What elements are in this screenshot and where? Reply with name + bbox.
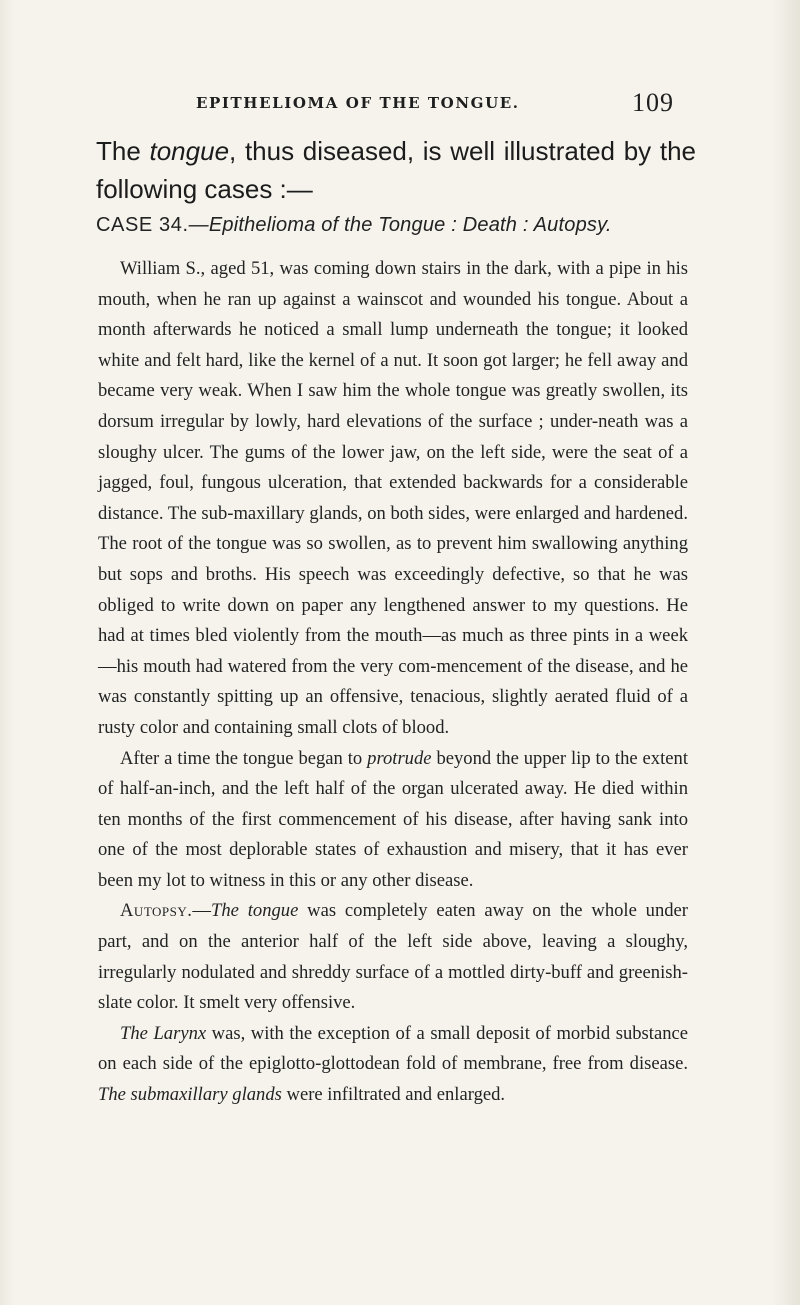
- case-heading: [96, 211, 716, 239]
- autopsy-label: Autopsy.: [120, 900, 193, 922]
- page-number: 109: [632, 88, 674, 117]
- case-title: —Epithelioma of the Tongue : Death : Autopsy.: [188, 214, 612, 236]
- glands-italic: The submaxillary glands: [98, 1084, 282, 1106]
- progression-before: After a time the tongue began to: [120, 747, 368, 769]
- intro-paragraph: [96, 132, 696, 208]
- autopsy-dash: —: [192, 900, 212, 922]
- intro-prefix: The: [96, 136, 150, 166]
- paragraph-progression: [98, 744, 688, 897]
- intro-italic-tongue: tongue: [149, 136, 230, 166]
- larynx-italic: The Larynx: [120, 1022, 207, 1044]
- case-body: [98, 254, 688, 1111]
- paragraph-autopsy: [98, 896, 688, 1018]
- larynx-mid: was, with the exception of a small deposit of morbid substance on each side of the epiglotto-glottodean fold of membrane, free from disease.: [98, 1022, 688, 1075]
- intro-suffix: , thus diseased, is well illustrated by the following cases :—: [96, 136, 696, 204]
- case-label: CASE 34.: [96, 214, 189, 236]
- paragraph-larynx: [98, 1019, 688, 1111]
- autopsy-italic: The tongue: [211, 900, 299, 922]
- autopsy-after: was completely eaten away on the whole under part, and on the anterior half of the left side above, leaving a sloughy, irregularly nodulated and shreddy surface of a mottled dirty-buff and greenish-slate color. It smelt very offensive.: [98, 900, 688, 1014]
- running-head: EPITHELIOMA OF THE TONGUE.: [196, 94, 520, 112]
- progression-after: beyond the upper lip to the extent of half-an-inch, and the left half of the organ ulcerated away. He died within ten months of the first commencement of his disease, after having sank into one of the most deplorable states of exhaustion and misery, that it has ever been my lot to witness in this or any other disease.: [98, 747, 688, 891]
- larynx-after: were infiltrated and enlarged.: [281, 1084, 506, 1106]
- progression-italic: protrude: [367, 747, 432, 769]
- page-header: [196, 88, 696, 120]
- paragraph-history: William S., aged 51, was coming down stairs in the dark, with a pipe in his mouth, when he ran up against a wainscot and wounded his tongue. About a month afterwards he noticed a small lump underneath the tongue; it looked white and felt hard, like the kernel of a nut. It soon got larger; he fell away and became very weak. When I saw him the whole tongue was greatly swollen, its dorsum irregular by lowly, hard elevations of the surface ; under-neath was a sloughy ulcer. The gums of the lower jaw, on the left side, were the seat of a jagged, foul, fungous ulceration, that extended backwards for a considerable distance. The sub-maxillary glands, on both sides, were enlarged and hardened. The root of the tongue was so swollen, as to prevent him swallowing anything but sops and broths. His speech was exceedingly defective, so that he was obliged to write down on paper any lengthened answer to my questions. He had at times bled violently from the mouth—as much as three pints in a week—his mouth had watered from the very com-mencement of the disease, and he was constantly spitting up an offensive, tenacious, slightly aerated fluid of a rusty color and containing small clots of blood.: [98, 258, 689, 738]
